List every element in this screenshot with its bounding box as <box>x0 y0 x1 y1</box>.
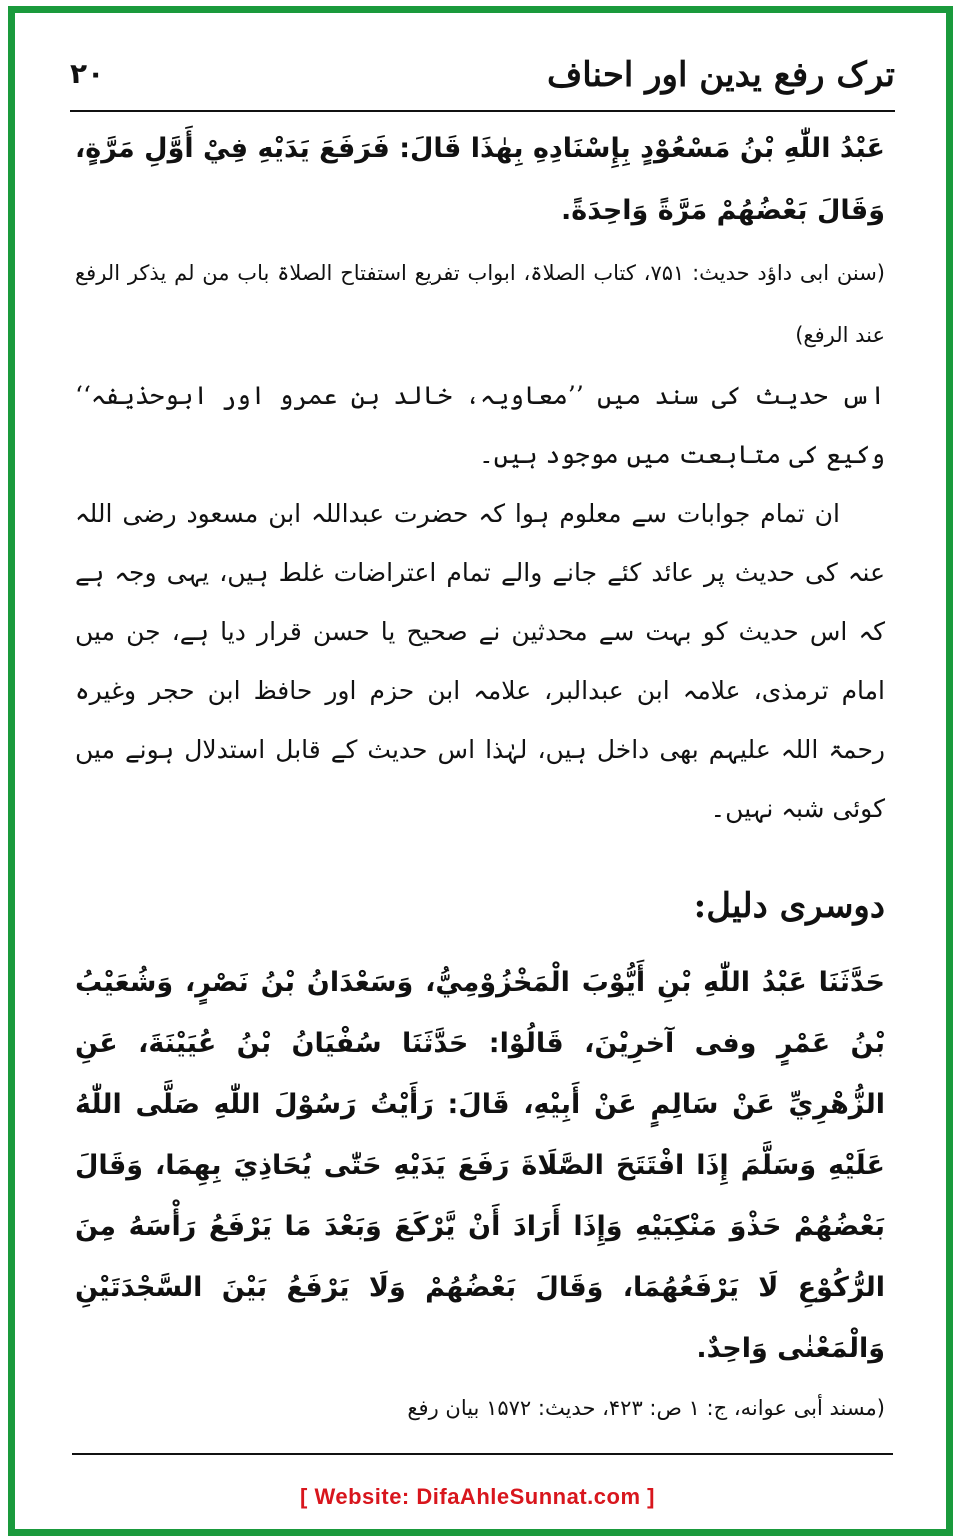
arabic-hadith-text-2: حَدَّثَنَا عَبْدُ اللّٰهِ بْنِ أَيُّوْبَ الْمَخْزُوْمِيُّ، وَسَعْدَانُ بْنُ نَصْرٍ، وَشُعَيْبُ بْنُ عَمْرٍ وفى آخرِيْنَ، قَالُوْا: حَدَّثَنَا سُفْيَانُ بْنُ عُيَيْنَةَ، عَنِ الزُّهْرِيِّ عَنْ سَالِمٍ عَنْ أَبِيْهِ، قَالَ: رَأَيْتُ رَسُوْلَ اللّٰهِ صَلَّى اللّٰهُ عَلَيْهِ وَسَلَّمَ إِذَا افْتَتَحَ الصَّلَاةَ رَفَعَ يَدَيْهِ حَتّٰى يُحَاذِيَ بِهِمَا، وَقَالَ بَعْضُهُمْ حَذْوَ مَنْكِبَيْهِ وَإِذَا أَرَادَ أَنْ يَّرْكَعَ وَبَعْدَ مَا يَرْفَعُ رَأْسَهُ مِنَ الرُّكُوْعِ لَا يَرْفَعُهُمَا، وَقَالَ بَعْضُهُمْ وَلَا يَرْفَعُ بَيْنَ السَّجْدَتَيْنِ وَالْمَعْنٰى وَاحِدٌ. <box>75 967 885 1364</box>
page-header <box>70 55 895 112</box>
section-heading: دوسری دلیل: <box>693 886 885 926</box>
page-content <box>75 118 885 1431</box>
urdu-paragraph-1: اس حدیث کی سند میں ’’معاویہ، خالد بن عمرو اور ابوحذیفہ‘‘ وکیع کی متابعت میں موجود ہیں۔ <box>75 381 885 469</box>
website-link[interactable]: [ Website: DifaAhleSunnat.com ] <box>300 1484 655 1509</box>
hadith-reference-1: (سنن ابی داؤد حدیث: ۷۵۱، کتاب الصلاۃ، ابواب تفریع استفتاح الصلاۃ باب من لم یذکر الرفع عند الرفع) <box>75 261 886 347</box>
arabic-hadith-text-1: عَبْدُ اللّٰهِ بْنُ مَسْعُوْدٍ بِإِسْنَادِهِ بِهٰذَا قَالَ: فَرَفَعَ يَدَيْهِ فِيْ أَوَّلِ مَرَّةٍ، وَقَالَ بَعْضُهُمْ مَرَّةً وَاحِدَةً. <box>75 133 885 226</box>
footer-divider <box>72 1453 893 1455</box>
book-title: ترک رفع یدین اور احناف <box>546 55 895 95</box>
urdu-paragraph-2: ان تمام جوابات سے معلوم ہوا کہ حضرت عبداللہ ابن مسعود رضی اللہ عنہ کی حدیث پر عائد کئے جانے والے تمام اعتراضات غلط ہیں، یہی وجہ ہے کہ اس حدیث کو بہت سے محدثین نے صحیح یا حسن قرار دیا ہے، جن میں امام ترمذی، علامہ ابن عبدالبر، علامہ ابن حزم اور حافظ ابن حجر وغیرہ رحمۃ اللہ علیہم بھی داخل ہیں، لہٰذا اس حدیث کے قابل استدلال ہونے میں کوئی شبہ نہیں۔ <box>75 499 885 823</box>
hadith-reference-2: (مسند أبی عوانه، ج: ۱ ص: ۴۲۳، حدیث: ۱۵۷۲ بیان رفع <box>407 1396 885 1420</box>
page-number: ۲۰ <box>70 57 105 90</box>
